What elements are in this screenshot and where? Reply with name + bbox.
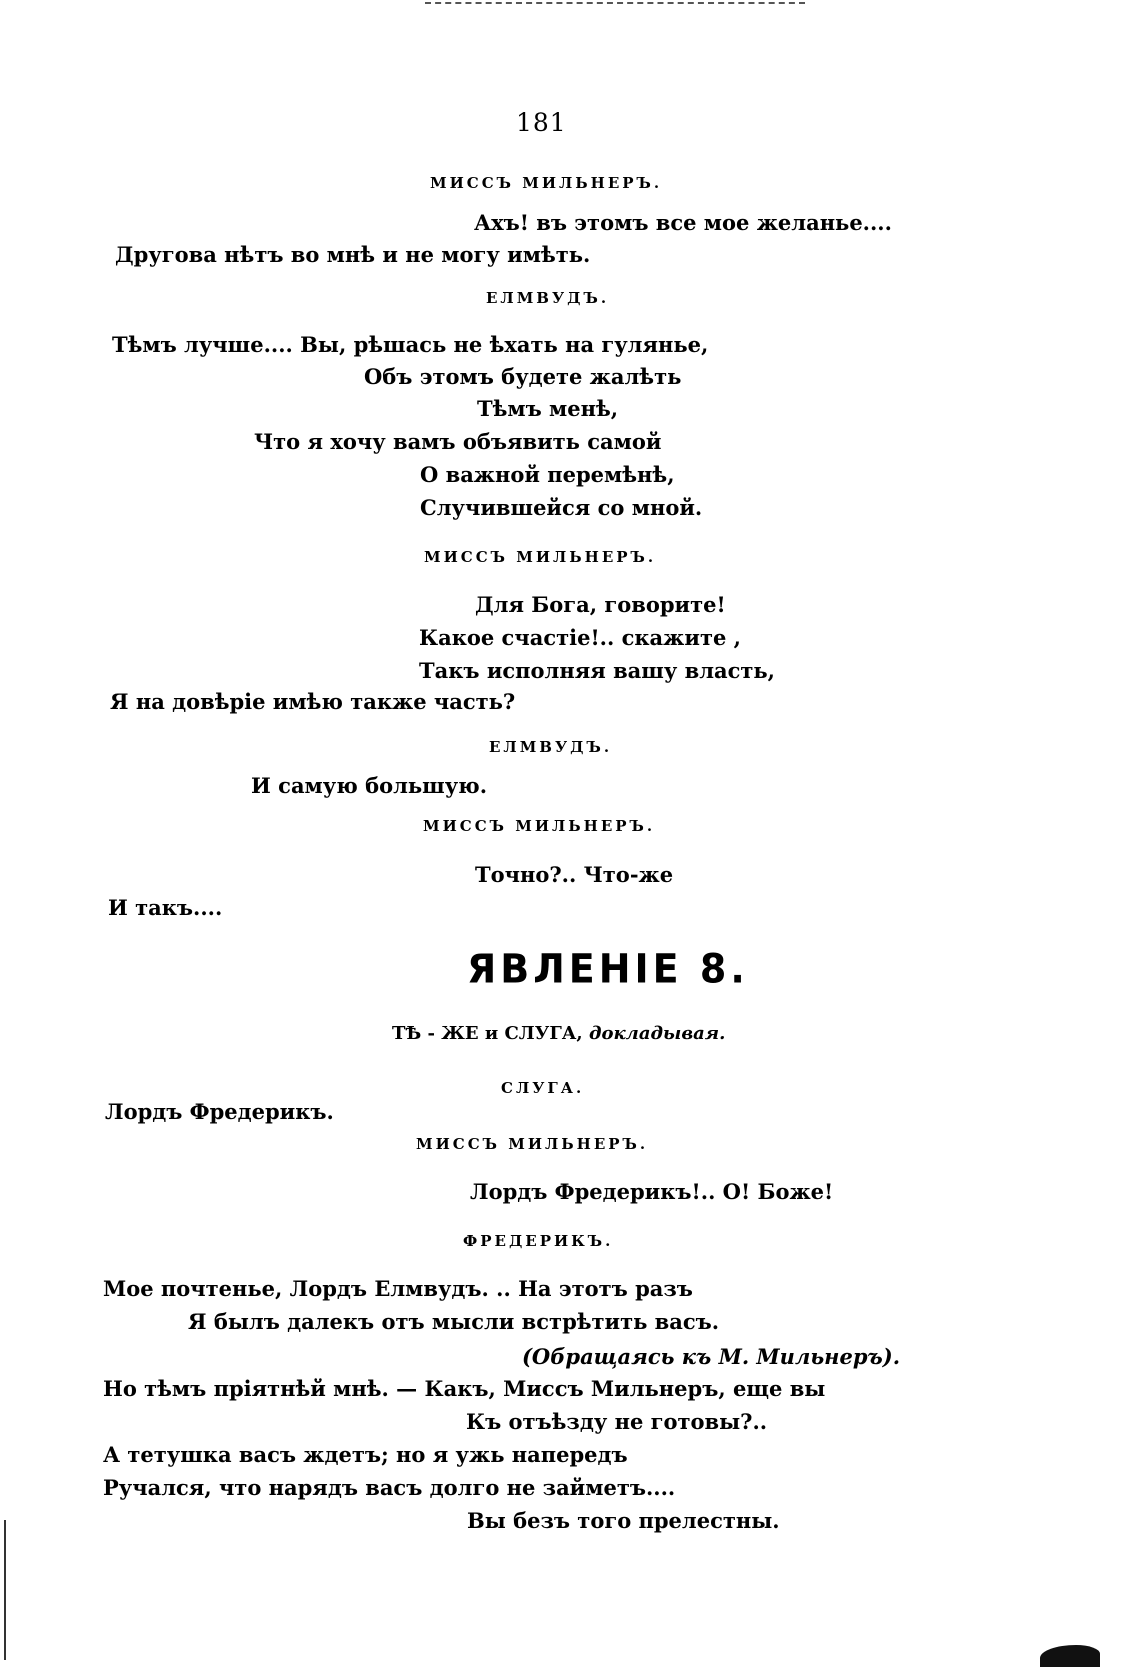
- verse-line: Ахъ! въ этомъ все мое желанье....: [474, 210, 892, 235]
- verse-line: Я на довѣріе имѣю также часть?: [110, 689, 516, 714]
- scene-heading: ЯВЛЕНІЕ 8.: [467, 945, 749, 993]
- verse-line: Для Бога, говорите!: [475, 592, 726, 617]
- verse-line: Тѣмъ менѣ,: [477, 396, 619, 421]
- verse-line: О важной перемѣнѣ,: [420, 462, 675, 487]
- verse-line: Что я хочу вамъ объявить самой: [254, 429, 662, 454]
- verse-line: Лордъ Фредерикъ.: [105, 1099, 334, 1124]
- cast-names: ТѢ - ЖЕ и СЛУГА,: [392, 1023, 583, 1044]
- page-number: 181: [516, 108, 567, 137]
- verse-line: А тетушка васъ ждетъ; но я ужь напередъ: [103, 1442, 628, 1467]
- verse-line: Къ отъѣзду не готовы?..: [466, 1409, 768, 1434]
- cast-line: [392, 1025, 725, 1043]
- verse-line: Вы безъ того прелестны.: [467, 1508, 780, 1533]
- verse-line: Другова нѣтъ во мнѣ и не могу имѣть.: [115, 242, 591, 267]
- verse-line: Такъ исполняя вашу власть,: [419, 658, 775, 683]
- speaker-label: МИССЪ МИЛЬНЕРЪ.: [424, 548, 657, 566]
- verse-line: Лордъ Фредерикъ!.. О! Боже!: [470, 1179, 834, 1204]
- speaker-label: МИССЪ МИЛЬНЕРЪ.: [416, 1135, 649, 1153]
- stage-direction: (Обращаясь къ М. Мильнеръ).: [522, 1344, 901, 1369]
- verse-line: Объ этомъ будете жалѣть: [364, 364, 682, 389]
- speaker-label: ЕЛМВУДЪ.: [486, 289, 610, 307]
- verse-line: Мое почтенье, Лордъ Елмвудъ. .. На этотъ разъ: [103, 1276, 693, 1301]
- verse-line: Тѣмъ лучше.... Вы, рѣшась не ѣхать на гулянье,: [112, 332, 709, 357]
- verse-line: Я былъ далекъ отъ мысли встрѣтить васъ.: [188, 1309, 720, 1334]
- verse-line: Какое счастіе!.. скажите ,: [419, 625, 741, 650]
- verse-line: Точно?.. Что-же: [475, 862, 674, 887]
- verse-line: Случившейся со мной.: [420, 495, 703, 520]
- speaker-label: ФРЕДЕРИКЪ.: [463, 1232, 614, 1250]
- left-edge-mark: [4, 1520, 6, 1660]
- speaker-label: СЛУГА.: [501, 1079, 585, 1097]
- ink-blot: [1040, 1645, 1100, 1667]
- speaker-label: МИССЪ МИЛЬНЕРЪ.: [423, 817, 656, 835]
- verse-line: Но тѣмъ пріятнѣй мнѣ. — Какъ, Миссъ Мильнеръ, еще вы: [103, 1376, 826, 1401]
- verse-line: И такъ....: [108, 895, 223, 920]
- stage-direction: докладывая.: [588, 1023, 726, 1044]
- top-edge-line: [425, 2, 805, 4]
- verse-line: И самую большую.: [251, 773, 488, 798]
- speaker-label: ЕЛМВУДЪ.: [489, 738, 613, 756]
- speaker-label: МИССЪ МИЛЬНЕРЪ.: [430, 174, 663, 192]
- verse-line: Ручался, что нарядъ васъ долго не займетъ....: [103, 1475, 676, 1500]
